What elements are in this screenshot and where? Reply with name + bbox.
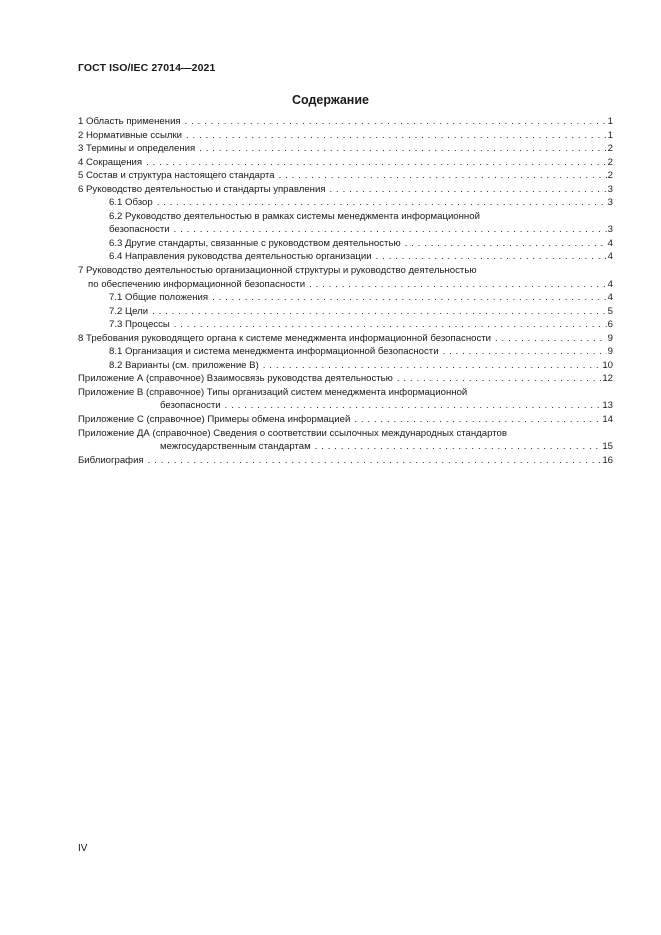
- toc-entry-appendix-da[interactable]: [78, 440, 613, 454]
- leader-dots: [152, 305, 607, 319]
- leader-dots: [354, 413, 601, 427]
- toc-entry-appendix-b[interactable]: [78, 399, 613, 413]
- toc-page-number: 10: [602, 359, 613, 371]
- leader-dots: [174, 223, 607, 237]
- toc-entry-1[interactable]: [78, 115, 613, 129]
- toc-entry-6-1[interactable]: [78, 196, 613, 210]
- toc-entry-text: 7.3 Процессы: [109, 319, 170, 331]
- toc-entry-text: 3 Термины и определения: [78, 143, 196, 155]
- toc-page-number: 5: [607, 305, 613, 317]
- toc-entry-text: 5 Состав и структура настоящего стандарта: [78, 170, 275, 182]
- toc-entry-text: Приложение С (справочное) Примеры обмена информацией: [78, 414, 351, 426]
- toc-entry-appendix-b-line1[interactable]: Приложение В (справочное) Типы организаций систем менеджмента информационной: [78, 386, 468, 398]
- leader-dots: [225, 399, 602, 413]
- toc-entry-text: безопасности: [160, 400, 221, 412]
- leader-dots: [309, 278, 607, 292]
- toc-entry-3[interactable]: [78, 142, 613, 156]
- toc-entry-text: 2 Нормативные ссылки: [78, 129, 183, 141]
- toc-page-number: 1: [607, 129, 613, 141]
- toc-page-number: 2: [607, 170, 613, 182]
- toc-entry-2[interactable]: [78, 129, 613, 143]
- leader-dots: [405, 237, 607, 251]
- toc-entry-text: 8 Требования руководящего органа к системе менеджмента информационной безопасности: [78, 332, 492, 344]
- toc-page-number: 16: [602, 454, 613, 466]
- toc-entry-text: 1 Область применения: [78, 116, 181, 127]
- leader-dots: [495, 332, 607, 346]
- toc-entry-text: 7.2 Цели: [109, 305, 149, 317]
- toc-title: Содержание: [291, 93, 369, 107]
- toc-page-number: 3: [607, 224, 613, 236]
- leader-dots: [148, 454, 602, 468]
- toc-page-number: 14: [602, 414, 613, 426]
- leader-dots: [212, 291, 607, 305]
- toc-entry-6-4[interactable]: [78, 250, 613, 264]
- toc-entry-text: 6.3 Другие стандарты, связанные с руководством деятельностью: [109, 237, 401, 249]
- toc-entry-8[interactable]: [78, 332, 613, 346]
- toc-page-number: 1: [607, 116, 613, 127]
- toc-page-number: 2: [607, 156, 613, 168]
- toc-entry-text: 6.4 Направления руководства деятельностью организации: [109, 251, 372, 263]
- leader-dots: [443, 345, 607, 359]
- toc-entry-text: 6.1 Обзор: [109, 197, 153, 209]
- table-of-contents: [78, 115, 613, 467]
- leader-dots: [397, 372, 601, 386]
- toc-entry-4[interactable]: [78, 156, 613, 170]
- page-number: IV: [78, 843, 88, 854]
- toc-entry-6-2-line1[interactable]: 6.2 Руководство деятельностью в рамках системы менеджмента информационной: [109, 210, 480, 222]
- toc-page-number: 3: [607, 197, 613, 209]
- toc-entry-8-2[interactable]: [78, 359, 613, 373]
- toc-entry-7[interactable]: [78, 278, 613, 292]
- toc-entry-7-2[interactable]: [78, 305, 613, 319]
- toc-entry-7-line1[interactable]: 7 Руководство деятельностью организационной структуры и руководство деятельностью: [78, 265, 477, 277]
- toc-entry-appendix-da-line1[interactable]: Приложение ДА (справочное) Сведения о соответствии ссылочных международных стандартов: [78, 427, 507, 439]
- toc-entry-8-1[interactable]: [78, 345, 613, 359]
- toc-entry-text: межгосударственным стандартам: [160, 441, 311, 453]
- toc-entry-6-3[interactable]: [78, 237, 613, 251]
- leader-dots: [315, 440, 602, 454]
- toc-page-number: 6: [607, 319, 613, 331]
- leader-dots: [263, 359, 602, 373]
- toc-page-number: 3: [607, 183, 613, 195]
- toc-entry-text: 8.2 Варианты (см. приложение В): [109, 359, 259, 371]
- toc-page-number: 12: [602, 373, 613, 385]
- toc-page-number: 4: [607, 278, 613, 290]
- leader-dots: [146, 156, 607, 170]
- toc-page-number: 9: [607, 332, 613, 344]
- toc-entry-7-3[interactable]: [78, 318, 613, 332]
- leader-dots: [330, 183, 607, 197]
- toc-entry-text: 6 Руководство деятельностью и стандарты управления: [78, 183, 326, 195]
- toc-page-number: 2: [607, 143, 613, 155]
- leader-dots: [174, 318, 607, 332]
- toc-entry-6-2[interactable]: [78, 223, 613, 237]
- toc-entry-appendix-c[interactable]: [78, 413, 613, 427]
- toc-entry-7-1[interactable]: [78, 291, 613, 305]
- toc-entry-6[interactable]: [78, 183, 613, 197]
- toc-page-number: 4: [607, 292, 613, 304]
- toc-entry-5[interactable]: [78, 169, 613, 183]
- toc-entry-text: Библиография: [78, 454, 144, 466]
- toc-page-number: 4: [607, 251, 613, 263]
- leader-dots: [186, 129, 607, 143]
- toc-page-number: 13: [602, 400, 613, 412]
- leader-dots: [157, 196, 607, 210]
- toc-page-number: 9: [607, 346, 613, 358]
- toc-entry-text: 4 Сокращения: [78, 156, 143, 168]
- toc-entry-text: 8.1 Организация и система менеджмента информационной безопасности: [109, 346, 439, 358]
- leader-dots: [185, 115, 607, 129]
- toc-entry-bibliography[interactable]: [78, 454, 613, 468]
- toc-entry-text: по обеспечению информационной безопасности: [88, 278, 306, 290]
- toc-entry-text: безопасности: [109, 224, 170, 236]
- toc-entry-text: 7.1 Общие положения: [109, 292, 209, 304]
- leader-dots: [376, 250, 607, 264]
- toc-entry-text: Приложение А (справочное) Взаимосвязь руководства деятельностью: [78, 373, 393, 385]
- toc-entry-appendix-a[interactable]: [78, 372, 613, 386]
- toc-page-number: 4: [607, 237, 613, 249]
- toc-page-number: 15: [602, 441, 613, 453]
- leader-dots: [279, 169, 607, 183]
- document-header: ГОСТ ISO/IEC 27014—2021: [78, 62, 216, 74]
- leader-dots: [199, 142, 606, 156]
